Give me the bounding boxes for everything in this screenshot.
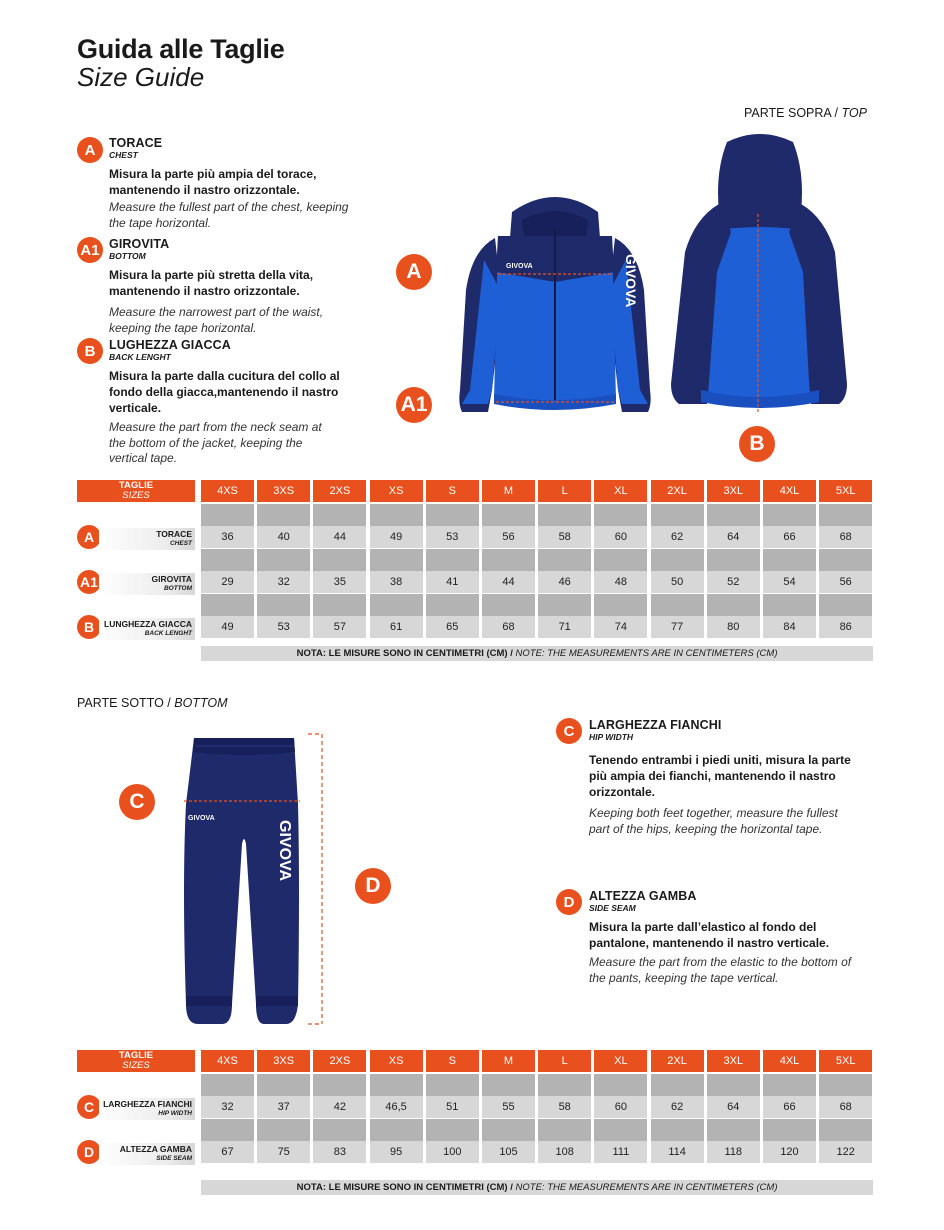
top-spacer-cell bbox=[763, 504, 816, 526]
bottom-value-cell: 64 bbox=[707, 1096, 760, 1118]
top-value-cell: 58 bbox=[538, 526, 591, 548]
measure-d-title: ALTEZZA GAMBA bbox=[589, 889, 697, 903]
bottom-value-cell: 37 bbox=[257, 1096, 310, 1118]
bottom-size-header-11: 5XL bbox=[819, 1050, 872, 1072]
bottom-size-header-3: XS bbox=[370, 1050, 423, 1072]
top-spacer-cell bbox=[426, 549, 479, 571]
bottom-size-header-1: 3XS bbox=[257, 1050, 310, 1072]
page-title: Guida alle Taglie bbox=[77, 34, 285, 64]
top-value-cell: 57 bbox=[313, 616, 366, 638]
top-spacer-cell bbox=[819, 594, 872, 616]
top-value-cell: 84 bbox=[763, 616, 816, 638]
top-note-en: NOTE: THE MEASUREMENTS ARE IN CENTIMETERS (CM) bbox=[515, 648, 778, 659]
top-size-header-7: XL bbox=[594, 480, 647, 502]
top-spacer-cell bbox=[426, 504, 479, 526]
bottom-spacer-cell bbox=[763, 1119, 816, 1141]
bottom-size-header-9: 3XL bbox=[707, 1050, 760, 1072]
top-spacer-cell bbox=[594, 504, 647, 526]
bottom-value-cell: 62 bbox=[651, 1096, 704, 1118]
top-header-label-text: TAGLIE bbox=[118, 480, 154, 491]
top-note-sep: / bbox=[507, 648, 516, 659]
bottom-value-cell: 51 bbox=[426, 1096, 479, 1118]
top-spacer-cell bbox=[651, 504, 704, 526]
top-spacer-cell bbox=[651, 549, 704, 571]
jacket-logo: GIVOVA bbox=[506, 263, 533, 270]
badge-b: B bbox=[77, 338, 103, 364]
bottom-value-cell: 60 bbox=[594, 1096, 647, 1118]
bottom-value-cell: 83 bbox=[313, 1141, 366, 1163]
bottom-value-cell: 114 bbox=[651, 1141, 704, 1163]
bottom-value-cell: 105 bbox=[482, 1141, 535, 1163]
top-size-header-4: S bbox=[426, 480, 479, 502]
top-value-cell: 71 bbox=[538, 616, 591, 638]
bottom-spacer-cell bbox=[651, 1119, 704, 1141]
bottom-size-header-6: L bbox=[538, 1050, 591, 1072]
bottom-spacer-cell bbox=[763, 1074, 816, 1096]
top-spacer-cell bbox=[538, 594, 591, 616]
jacket-badge-a: A bbox=[396, 254, 432, 290]
top-header-sublabel-text: SIZES bbox=[122, 490, 150, 501]
bottom-row-label-0 bbox=[99, 1098, 195, 1120]
measure-c bbox=[589, 718, 859, 837]
top-spacer-cell bbox=[819, 549, 872, 571]
bottom-value-cell: 75 bbox=[257, 1141, 310, 1163]
bottom-spacer-cell bbox=[313, 1074, 366, 1096]
bottom-row-sublabel-text: SIDE SEAM bbox=[156, 1155, 192, 1162]
pants-badge-d: D bbox=[355, 868, 391, 904]
top-value-cell: 44 bbox=[313, 526, 366, 548]
top-spacer-cell bbox=[707, 549, 760, 571]
top-value-cell: 80 bbox=[707, 616, 760, 638]
measure-a1-subtitle: BOTTOM bbox=[109, 251, 146, 261]
top-row-label-0 bbox=[99, 528, 195, 550]
top-spacer-cell bbox=[707, 504, 760, 526]
top-size-table bbox=[77, 480, 871, 660]
top-spacer-cell bbox=[763, 549, 816, 571]
measure-b bbox=[109, 338, 349, 467]
measure-b-desc-en: Measure the part from the neck seam at the bottom of the jacket, keeping the vertical tape. bbox=[109, 420, 322, 465]
top-spacer-cell bbox=[819, 504, 872, 526]
top-value-cell: 29 bbox=[201, 571, 254, 593]
top-size-header-3: XS bbox=[370, 480, 423, 502]
measure-a1-title: GIROVITA bbox=[109, 237, 170, 251]
bottom-spacer-cell bbox=[370, 1119, 423, 1141]
bottom-spacer-cell bbox=[482, 1074, 535, 1096]
top-spacer-cell bbox=[594, 594, 647, 616]
bottom-spacer-cell bbox=[257, 1119, 310, 1141]
top-value-cell: 53 bbox=[426, 526, 479, 548]
bottom-measurement-note bbox=[201, 1180, 873, 1195]
measure-b-subtitle: BACK LENGHT bbox=[109, 352, 171, 362]
top-value-cell: 61 bbox=[370, 616, 423, 638]
bottom-size-header-8: 2XL bbox=[651, 1050, 704, 1072]
bottom-value-cell: 68 bbox=[819, 1096, 872, 1118]
top-row-badge-2: B bbox=[77, 615, 101, 639]
bottom-value-cell: 111 bbox=[594, 1141, 647, 1163]
top-size-header-11: 5XL bbox=[819, 480, 872, 502]
top-value-cell: 53 bbox=[257, 616, 310, 638]
bottom-spacer-cell bbox=[257, 1074, 310, 1096]
bottom-spacer-cell bbox=[201, 1074, 254, 1096]
top-value-cell: 52 bbox=[707, 571, 760, 593]
measure-a-desc-it: Misura la parte più ampia del torace, mantenendo il nastro orizzontale. bbox=[109, 167, 317, 197]
measure-a-desc-en: Measure the fullest part of the chest, keeping the tape horizontal. bbox=[109, 200, 349, 230]
measure-d bbox=[589, 889, 864, 986]
top-value-cell: 44 bbox=[482, 571, 535, 593]
measure-b-desc-it: Misura la parte dalla cucitura del collo al fondo della giacca,mantenendo il nastro verticale. bbox=[109, 369, 340, 415]
bottom-header-label-text: TAGLIE bbox=[118, 1050, 154, 1061]
measure-a1 bbox=[109, 237, 359, 336]
bottom-note-sep: / bbox=[507, 1182, 516, 1193]
bottom-value-cell: 108 bbox=[538, 1141, 591, 1163]
top-spacer-cell bbox=[313, 594, 366, 616]
bottom-value-cell: 100 bbox=[426, 1141, 479, 1163]
top-value-cell: 40 bbox=[257, 526, 310, 548]
bottom-spacer-cell bbox=[426, 1074, 479, 1096]
bottom-value-cell: 95 bbox=[370, 1141, 423, 1163]
top-note-it: NOTA: LE MISURE SONO IN CENTIMETRI (CM) bbox=[296, 648, 508, 659]
top-row-badge-1: A1 bbox=[77, 570, 101, 594]
bottom-row-label-text: ALTEZZA GAMBA bbox=[119, 1144, 192, 1154]
top-row-label-2 bbox=[99, 618, 195, 640]
jacket-back-illustration bbox=[665, 132, 850, 422]
top-measurement-note bbox=[201, 646, 873, 661]
bottom-size-header-7: XL bbox=[594, 1050, 647, 1072]
top-value-cell: 56 bbox=[482, 526, 535, 548]
top-value-cell: 49 bbox=[370, 526, 423, 548]
top-value-cell: 41 bbox=[426, 571, 479, 593]
bottom-spacer-cell bbox=[707, 1074, 760, 1096]
top-header-label bbox=[77, 480, 195, 502]
top-spacer-cell bbox=[707, 594, 760, 616]
top-size-header-1: 3XS bbox=[257, 480, 310, 502]
bottom-spacer-cell bbox=[426, 1119, 479, 1141]
top-value-cell: 68 bbox=[819, 526, 872, 548]
measure-a1-desc-en: Measure the narrowest part of the waist, keeping the tape horizontal. bbox=[109, 305, 324, 335]
pants-leg-logo: GIVOVA bbox=[276, 820, 293, 882]
top-value-cell: 48 bbox=[594, 571, 647, 593]
top-row-sublabel-text: CHEST bbox=[169, 540, 192, 547]
measure-a-subtitle: CHEST bbox=[109, 150, 138, 160]
top-value-cell: 86 bbox=[819, 616, 872, 638]
measure-d-desc-en: Measure the part from the elastic to the bottom of the pants, keeping the tape vertical. bbox=[589, 955, 852, 985]
pants-logo: GIVOVA bbox=[188, 815, 215, 822]
bottom-value-cell: 55 bbox=[482, 1096, 535, 1118]
top-value-cell: 68 bbox=[482, 616, 535, 638]
badge-a1: A1 bbox=[77, 237, 103, 263]
jacket-sleeve-logo: GIVOVA bbox=[623, 254, 639, 308]
bottom-value-cell: 32 bbox=[201, 1096, 254, 1118]
top-spacer-cell bbox=[257, 504, 310, 526]
bottom-header-sublabel-text: SIZES bbox=[122, 1060, 150, 1071]
top-spacer-cell bbox=[313, 549, 366, 571]
top-spacer-cell bbox=[538, 549, 591, 571]
top-row-label-1 bbox=[99, 573, 195, 595]
bottom-value-cell: 42 bbox=[313, 1096, 366, 1118]
bottom-note-it: NOTA: LE MISURE SONO IN CENTIMETRI (CM) bbox=[296, 1182, 508, 1193]
top-spacer-cell bbox=[257, 549, 310, 571]
top-size-header-9: 3XL bbox=[707, 480, 760, 502]
top-value-cell: 50 bbox=[651, 571, 704, 593]
bottom-size-header-4: S bbox=[426, 1050, 479, 1072]
top-spacer-cell bbox=[370, 594, 423, 616]
jacket-badge-a1: A1 bbox=[396, 387, 432, 423]
bottom-section-label: PARTE SOTTO / BOTTOM bbox=[77, 696, 228, 710]
measure-c-title: LARGHEZZA FIANCHI bbox=[589, 718, 722, 732]
top-value-cell: 35 bbox=[313, 571, 366, 593]
top-value-cell: 74 bbox=[594, 616, 647, 638]
top-value-cell: 54 bbox=[763, 571, 816, 593]
top-row-label-text: TORACE bbox=[156, 529, 192, 539]
top-value-cell: 64 bbox=[707, 526, 760, 548]
top-value-cell: 66 bbox=[763, 526, 816, 548]
measure-a1-desc-it: Misura la parte più stretta della vita, mantenendo il nastro orizzontale. bbox=[109, 268, 314, 298]
top-spacer-cell bbox=[201, 549, 254, 571]
top-size-header-8: 2XL bbox=[651, 480, 704, 502]
measure-a-title: TORACE bbox=[109, 136, 163, 150]
bottom-value-cell: 120 bbox=[763, 1141, 816, 1163]
top-row-label-text: LUNGHEZZA GIACCA bbox=[104, 619, 192, 629]
top-spacer-cell bbox=[651, 594, 704, 616]
pants-badge-c: C bbox=[119, 784, 155, 820]
top-row-sublabel-text: BACK LENGHT bbox=[144, 630, 192, 637]
jacket-badge-b: B bbox=[739, 426, 775, 462]
top-spacer-cell bbox=[201, 504, 254, 526]
bottom-value-cell: 66 bbox=[763, 1096, 816, 1118]
bottom-spacer-cell bbox=[819, 1074, 872, 1096]
bottom-size-header-5: M bbox=[482, 1050, 535, 1072]
bottom-value-cell: 46,5 bbox=[370, 1096, 423, 1118]
top-value-cell: 49 bbox=[201, 616, 254, 638]
top-size-header-0: 4XS bbox=[201, 480, 254, 502]
badge-c: C bbox=[556, 718, 582, 744]
bottom-size-header-2: 2XS bbox=[313, 1050, 366, 1072]
top-value-cell: 60 bbox=[594, 526, 647, 548]
bottom-spacer-cell bbox=[594, 1074, 647, 1096]
top-spacer-cell bbox=[201, 594, 254, 616]
bottom-row-badge-1: D bbox=[77, 1140, 101, 1164]
top-value-cell: 56 bbox=[819, 571, 872, 593]
top-value-cell: 77 bbox=[651, 616, 704, 638]
bottom-value-cell: 58 bbox=[538, 1096, 591, 1118]
bottom-spacer-cell bbox=[201, 1119, 254, 1141]
bottom-row-badge-0: C bbox=[77, 1095, 101, 1119]
top-spacer-cell bbox=[538, 504, 591, 526]
bottom-size-table bbox=[77, 1050, 871, 1195]
top-value-cell: 36 bbox=[201, 526, 254, 548]
bottom-size-header-10: 4XL bbox=[763, 1050, 816, 1072]
measure-d-subtitle: SIDE SEAM bbox=[589, 903, 636, 913]
bottom-spacer-cell bbox=[594, 1119, 647, 1141]
bottom-note-en: NOTE: THE MEASUREMENTS ARE IN CENTIMETERS (CM) bbox=[515, 1182, 778, 1193]
bottom-row-label-1 bbox=[99, 1143, 195, 1165]
top-value-cell: 62 bbox=[651, 526, 704, 548]
measure-d-desc-it: Misura la parte dall’elastico al fondo del pantalone, mantenendo il nastro verticale. bbox=[589, 920, 830, 950]
bottom-row-label-text: LARGHEZZA FIANCHI bbox=[103, 1099, 192, 1109]
top-section-label: PARTE SOPRA / TOP bbox=[744, 106, 867, 120]
measure-c-desc-en: Keeping both feet together, measure the fullest part of the hips, keeping the horizontal tape. bbox=[589, 806, 838, 836]
bottom-spacer-cell bbox=[819, 1119, 872, 1141]
bottom-spacer-cell bbox=[707, 1119, 760, 1141]
bottom-spacer-cell bbox=[482, 1119, 535, 1141]
top-spacer-cell bbox=[257, 594, 310, 616]
bottom-row-sublabel-text: HIP WIDTH bbox=[158, 1110, 192, 1117]
top-value-cell: 32 bbox=[257, 571, 310, 593]
top-spacer-cell bbox=[482, 504, 535, 526]
top-row-label-text: GIROVITA bbox=[151, 574, 192, 584]
jacket-front-illustration bbox=[440, 190, 670, 422]
bottom-spacer-cell bbox=[538, 1119, 591, 1141]
bottom-spacer-cell bbox=[370, 1074, 423, 1096]
top-row-sublabel-text: BOTTOM bbox=[163, 585, 192, 592]
bottom-value-cell: 67 bbox=[201, 1141, 254, 1163]
top-table-header bbox=[77, 480, 871, 502]
bottom-spacer-cell bbox=[651, 1074, 704, 1096]
top-value-cell: 46 bbox=[538, 571, 591, 593]
top-spacer-cell bbox=[594, 549, 647, 571]
top-spacer-cell bbox=[482, 549, 535, 571]
bottom-spacer-cell bbox=[313, 1119, 366, 1141]
top-value-cell: 65 bbox=[426, 616, 479, 638]
measure-b-title: LUGHEZZA GIACCA bbox=[109, 338, 231, 352]
bottom-value-cell: 118 bbox=[707, 1141, 760, 1163]
top-spacer-cell bbox=[763, 594, 816, 616]
bottom-spacer-cell bbox=[538, 1074, 591, 1096]
bottom-value-cell: 122 bbox=[819, 1141, 872, 1163]
top-size-header-5: M bbox=[482, 480, 535, 502]
top-spacer-cell bbox=[426, 594, 479, 616]
pants-illustration bbox=[176, 734, 336, 1029]
page-subtitle: Size Guide bbox=[77, 62, 205, 92]
bottom-size-header-0: 4XS bbox=[201, 1050, 254, 1072]
bottom-table-header bbox=[77, 1050, 871, 1072]
measure-c-subtitle: HIP WIDTH bbox=[589, 732, 634, 742]
badge-d: D bbox=[556, 889, 582, 915]
top-size-header-6: L bbox=[538, 480, 591, 502]
top-spacer-cell bbox=[370, 549, 423, 571]
top-size-header-2: 2XS bbox=[313, 480, 366, 502]
top-size-header-10: 4XL bbox=[763, 480, 816, 502]
top-spacer-cell bbox=[370, 504, 423, 526]
top-spacer-cell bbox=[482, 594, 535, 616]
top-spacer-cell bbox=[313, 504, 366, 526]
top-value-cell: 38 bbox=[370, 571, 423, 593]
measure-a bbox=[109, 136, 359, 231]
bottom-header-label bbox=[77, 1050, 195, 1072]
measure-c-desc-it: Tenendo entrambi i piedi uniti, misura la parte più ampia dei fianchi, mantenendo il nastro orizzontale. bbox=[589, 753, 851, 799]
badge-a: A bbox=[77, 137, 103, 163]
top-row-badge-0: A bbox=[77, 525, 101, 549]
